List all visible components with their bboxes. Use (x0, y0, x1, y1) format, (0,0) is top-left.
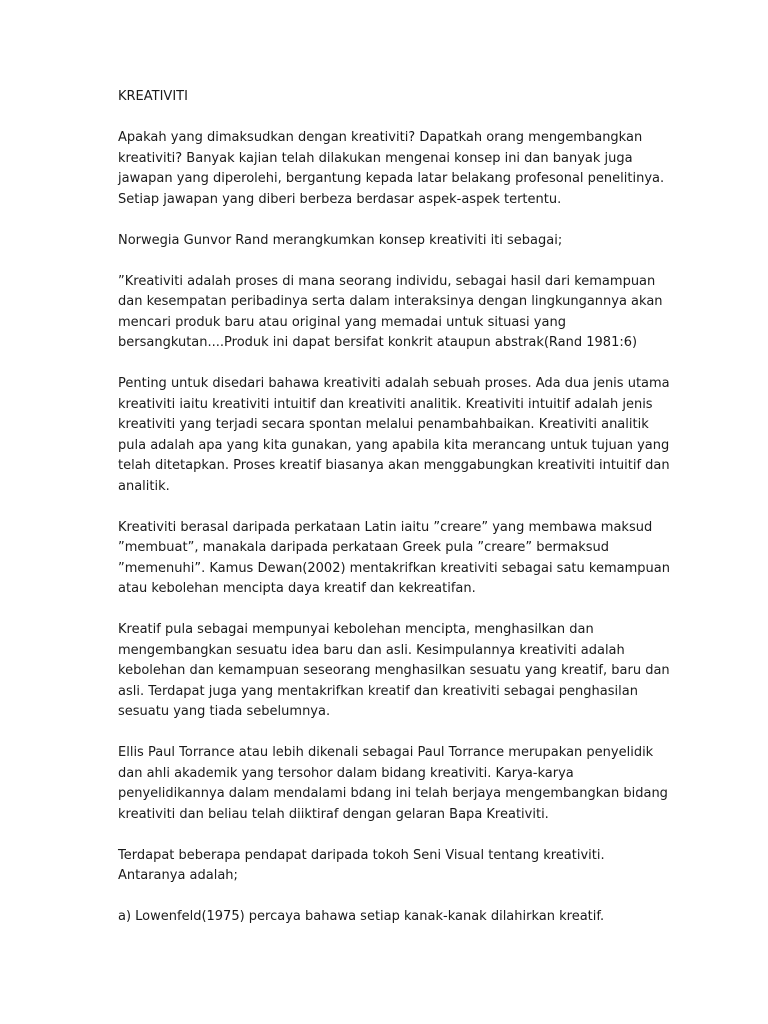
text-line: ”Kreativiti adalah proses di mana seorang individu, sebagai hasil dari kemampuan (118, 273, 656, 289)
paragraph (118, 272, 663, 354)
text-line: Kreatif pula sebagai mempunyai kebolehan mencipta, menghasilkan dan (118, 622, 594, 637)
text-line: ”membuat”, manakala daripada perkataan Greek pula ”creare” bermaksud (118, 540, 610, 555)
text-line: kebolehan dan kemampuan seseorang menghasilkan sesuatu yang kreatif, baru dan (118, 663, 670, 678)
text-line: kreativiti? Banyak kajian telah dilakukan mengenai konsep ini dan banyak juga (118, 150, 633, 166)
text-line: Norwegia Gunvor Rand merangkumkan konsep kreativiti iti sebagai; (118, 232, 563, 248)
paragraph (118, 374, 670, 497)
text-line: a) Lowenfeld(1975) percaya bahawa setiap kanak-kanak dilahirkan kreatif. (118, 909, 605, 924)
text-line: mengembangkan sesuatu idea baru dan asli. Kesimpulannya kreativiti adalah (118, 642, 625, 658)
text-line: atau kebolehan mencipta daya kreatif dan kekreatifan. (118, 581, 476, 596)
text-line: asli. Terdapat juga yang mentakrifkan kreatif dan kreativiti sebagai penghasilan (118, 683, 638, 699)
text-line: mencari produk baru atau original yang memadai untuk situasi yang (118, 314, 566, 330)
text-line: Apakah yang dimaksudkan dengan kreativiti? Dapatkah orang mengembangkan (118, 130, 643, 145)
text-line: Ellis Paul Torrance atau lebih dikenali sebagai Paul Torrance merupakan penyelidik (118, 745, 654, 760)
text-line: bersangkutan....Produk ini dapat bersifat konkrit ataupun abstrak(Rand 1981:6) (118, 335, 638, 350)
text-line: kreativiti iaitu kreativiti intuitif dan kreativiti analitik. Kreativiti intuitif adalah jenis (118, 396, 653, 412)
text-line: Setiap jawapan yang diberi berbeza berdasar aspek-aspek tertentu. (118, 191, 562, 207)
paragraph (118, 128, 665, 210)
text-line: dan ahli akademik yang tersohor dalam bidang kreativiti. Karya-karya (118, 765, 574, 781)
text-line: telah ditetapkan. Proses kreatif biasanya akan menggabungkan kreativiti intuitif dan (118, 458, 670, 473)
text-line: Penting untuk disedari bahawa kreativiti adalah sebuah proses. Ada dua jenis utama (118, 376, 670, 391)
text-line: dan kesempatan peribadinya serta dalam interaksinya dengan lingkungannya akan (118, 294, 663, 309)
paragraph (118, 231, 658, 252)
document-body (118, 128, 670, 928)
paragraph (118, 846, 658, 887)
text-line: penyelidikannya dalam mendalami bdang ini telah berjaya mengembangkan bidang (118, 786, 668, 801)
text-line: Kreativiti berasal daripada perkataan Latin iaitu ”creare” yang membawa maksud (118, 519, 653, 535)
text-line: Antaranya adalah; (118, 868, 238, 883)
text-line: Terdapat beberapa pendapat daripada tokoh Seni Visual tentang kreativiti. (118, 847, 605, 863)
text-line: kreativiti dan beliau telah diiktiraf dengan gelaran Bapa Kreativiti. (118, 806, 549, 822)
text-line: analitik. (118, 478, 170, 494)
text-line: sesuatu yang tiada sebelumnya. (118, 704, 331, 719)
document-title: KREATIVITI (118, 89, 188, 104)
text-line: jawapan yang diperolehi, bergantung kepada latar belakang profesonal penelitinya. (118, 171, 665, 186)
paragraph (118, 743, 668, 825)
text-line: ”memenuhi”. Kamus Dewan(2002) mentakrifkan kreativiti sebagai satu kemampuan (118, 560, 670, 576)
paragraph (118, 620, 670, 723)
paragraph (118, 907, 658, 928)
document-page (118, 87, 670, 948)
paragraph (118, 518, 670, 600)
text-line: pula adalah apa yang kita gunakan, yang apabila kita merancang untuk tujuan yang (118, 437, 670, 453)
text-line: kreativiti yang terjadi secara spontan melalui penambahbaikan. Kreativiti analitik (118, 417, 649, 432)
